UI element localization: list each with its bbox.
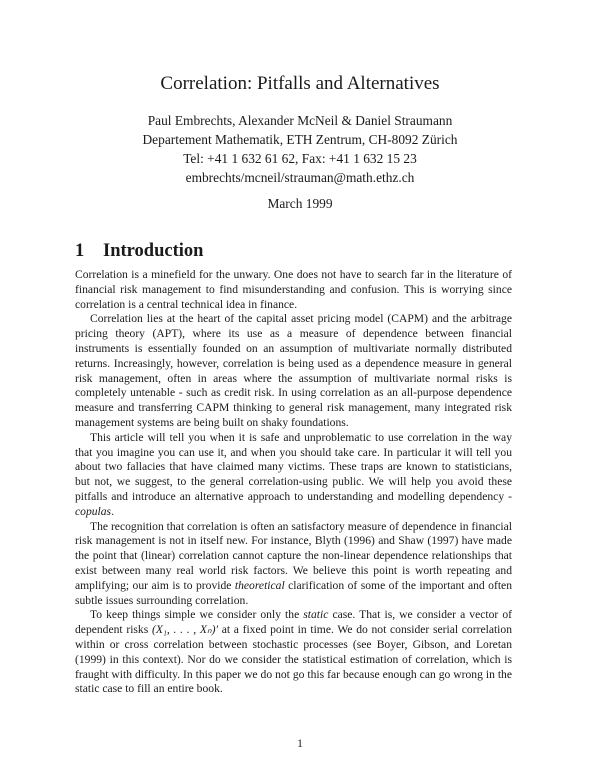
section-title: Introduction — [103, 241, 204, 261]
author-contact-phone: Tel: +41 1 632 61 62, Fax: +41 1 632 15 23 — [183, 151, 417, 166]
section-body — [75, 268, 512, 697]
paragraph-3-text: This article will tell you when it is safe and unproblematic to use correlation in the way that you imagine you can use it, and when you should take care. In particular it will tell you about two fallacies that have claimed many victims. These traps are known to statisticians, but not, we suggest, to the general correlation-using public. We will help you avoid these pitfalls and introduce an alternative approach to understanding and modelling dependency - — [75, 430, 512, 503]
paragraph-1: Correlation is a minefield for the unwary. One does not have to search far in the literature of financial risk management to find misunderstanding and confusion. This is worrying since correlation is a central technical idea in finance. — [75, 268, 512, 311]
author-email: embrechts/mcneil/strauman@math.ethz.ch — [185, 170, 415, 185]
paragraph-5 — [75, 608, 512, 697]
paragraph-4 — [75, 520, 512, 609]
paragraph-3 — [75, 431, 512, 520]
paragraph-5-emphasis: static — [303, 608, 329, 622]
author-affiliation: Departement Mathematik, ETH Zentrum, CH-8092 Zürich — [142, 132, 458, 147]
paragraph-4-emphasis: theoretical — [234, 578, 285, 592]
paragraph-4-end: clarification of some of the important and often subtle issues surrounding correlation. — [75, 578, 512, 607]
paper-title: Correlation: Pitfalls and Alternatives — [160, 73, 440, 94]
section-heading — [75, 240, 203, 262]
paragraph-5-text-3: at a fixed point in time. We do not consider serial correlation within or cross correlation between stochastic processes (see Boyer, Gibson, and Loretan (1999) in this context). Nor do we consider the statistical estimation of correlation, which is fraught with difficulty. In this paper we do not go this far because enough can go wrong in the static case to fill an entire book. — [75, 623, 512, 696]
paragraph-4-text: The recognition that correlation is often an satisfactory measure of dependence in financial risk management is not in itself new. For instance, Blyth (1996) and Shaw (1997) have made the point that (linear) correlation cannot capture the non-linear dependence relationships that exist between many real world risk factors. We believe this point is worth repeating and amplifying; our aim is to provide — [75, 519, 512, 592]
paragraph-3-emphasis: copulas — [75, 504, 112, 518]
author-block — [0, 111, 600, 187]
paragraph-5-text-2: case. That is, we consider a vector of dependent risks — [75, 608, 512, 637]
paper-date: March 1999 — [267, 196, 333, 211]
page-number: 1 — [297, 737, 303, 750]
paragraph-2: Correlation lies at the heart of the capital asset pricing model (CAPM) and the arbitrage pricing theory (APT), where its use as a measure of dependence between financial instruments is essentially founded on an assumption of multivariate normally distributed returns. Increasingly, however, correlation is being used as a dependence measure in general risk management, often in areas where the assumption of multivariate normal risks is completely untenable - such as credit risk. In using correlation as an all-purpose dependence measure and transferring CAPM thinking to general risk management, many integrated risk management systems are being built on shaky foundations. — [75, 312, 512, 429]
paragraph-5-math: (X₁, . . . , Xₙ)′ — [151, 623, 218, 637]
section-number: 1 — [75, 241, 85, 261]
paragraph-3-end: . — [111, 504, 114, 518]
paragraph-5-text: To keep things simple we consider only the — [90, 608, 304, 622]
author-names: Paul Embrechts, Alexander McNeil & Daniel Straumann — [147, 113, 453, 128]
